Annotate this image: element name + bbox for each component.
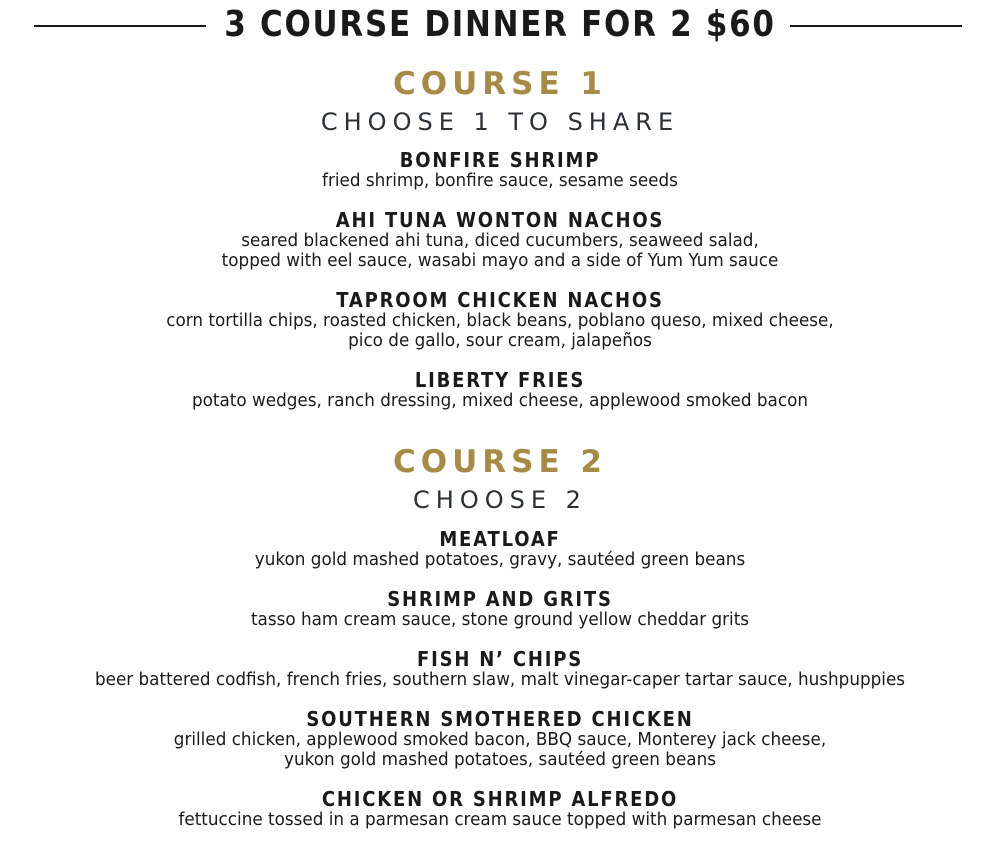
- item-name: LIBERTY FRIES: [414, 368, 586, 392]
- course-2-subheading: CHOOSE 2: [413, 486, 587, 514]
- item-name: AHI TUNA WONTON NACHOS: [335, 208, 665, 232]
- menu-item: [0, 648, 1000, 690]
- course-1-subheading: CHOOSE 1 TO SHARE: [320, 108, 680, 136]
- item-name: BONFIRE SHRIMP: [399, 148, 601, 172]
- menu-item: [0, 528, 1000, 570]
- course-2-heading: COURSE 2: [392, 444, 607, 480]
- title-rule-right: [790, 25, 962, 27]
- item-description: grilled chicken, applewood smoked bacon, BBQ sauce, Monterey jack cheese, yukon gold mashed potatoes, sautéed green beans: [173, 730, 827, 770]
- title-row: [0, 2, 1000, 48]
- menu-item: [0, 588, 1000, 630]
- menu-item: [0, 788, 1000, 830]
- item-name: SHRIMP AND GRITS: [387, 587, 613, 611]
- menu-item: [0, 289, 1000, 351]
- item-name: SOUTHERN SMOTHERED CHICKEN: [306, 707, 694, 731]
- item-name: CHICKEN OR SHRIMP ALFREDO: [321, 787, 679, 811]
- item-name: FISH N’ CHIPS: [417, 647, 583, 671]
- item-description: fettuccine tossed in a parmesan cream sauce topped with parmesan cheese: [178, 810, 822, 830]
- menu-item: [0, 369, 1000, 411]
- item-description: potato wedges, ranch dressing, mixed cheese, applewood smoked bacon: [191, 391, 809, 411]
- menu-item: [0, 149, 1000, 191]
- item-description: tasso ham cream sauce, stone ground yellow cheddar grits: [250, 610, 750, 630]
- menu-item: [0, 708, 1000, 770]
- item-name: MEATLOAF: [439, 527, 561, 551]
- menu-title: 3 COURSE DINNER FOR 2 $60: [224, 4, 776, 45]
- item-description: beer battered codfish, french fries, southern slaw, malt vinegar-caper tartar sauce, hushpuppies: [94, 670, 906, 690]
- menu-item: [0, 209, 1000, 271]
- course-1-heading: COURSE 1: [392, 66, 607, 102]
- item-description: corn tortilla chips, roasted chicken, black beans, poblano queso, mixed cheese, pico de gallo, sour cream, jalapeños: [166, 311, 834, 351]
- item-description: fried shrimp, bonfire sauce, sesame seeds: [322, 171, 678, 191]
- item-description: yukon gold mashed potatoes, gravy, sautéed green beans: [254, 550, 746, 570]
- item-name: TAPROOM CHICKEN NACHOS: [336, 288, 664, 312]
- item-description: seared blackened ahi tuna, diced cucumbers, seaweed salad, topped with eel sauce, wasabi mayo and a side of Yum Yum sauce: [221, 231, 779, 271]
